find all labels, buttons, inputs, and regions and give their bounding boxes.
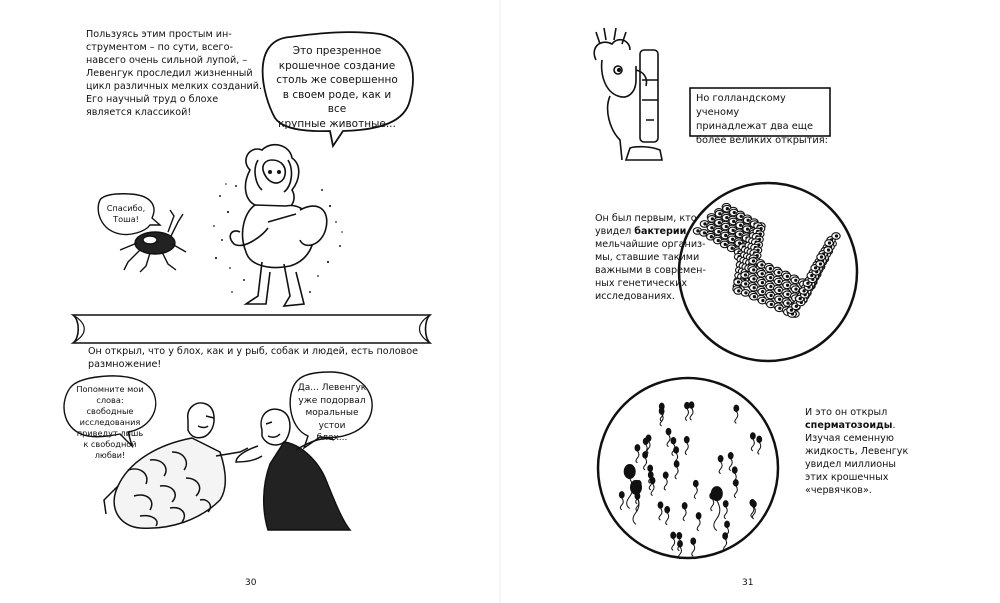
bacterium-nucleus <box>807 282 809 284</box>
banner-scroll <box>73 315 430 343</box>
creature-bubble-text: Это презренное крошечное создание столь же совершенно в своем роде, как и все крупные животные... <box>276 45 398 130</box>
bacterium-nucleus <box>733 211 735 213</box>
bacterium-nucleus <box>731 247 733 249</box>
spermatozoa-bold: сперматозоиды <box>805 420 893 431</box>
bacterium-nucleus <box>717 239 719 241</box>
bacterium-nucleus <box>753 287 755 289</box>
bacterium-nucleus <box>739 233 741 235</box>
right-man-bubble-text: Да... Левенгук уже подорвал моральные устои блох... <box>297 383 367 443</box>
bacterium-nucleus <box>762 299 764 301</box>
bacterium-nucleus <box>753 296 755 298</box>
bacterium-nucleus <box>819 263 821 265</box>
spermatozoa-circle <box>598 378 778 559</box>
bacterium-nucleus <box>787 293 789 295</box>
bacterium-nucleus <box>737 281 739 283</box>
page-number-right: 31 <box>742 578 754 588</box>
spermatozoon-head <box>677 533 682 539</box>
bacterium-nucleus <box>770 294 772 296</box>
spermatozoon-head <box>648 465 653 471</box>
spermatozoon-head <box>636 481 641 487</box>
spermatozoon-head <box>693 480 698 486</box>
bacterium-nucleus <box>795 279 797 281</box>
bacterium-nucleus <box>827 249 829 251</box>
bacterium-nucleus <box>811 274 813 276</box>
bacterium-nucleus <box>753 269 755 271</box>
spermatozoon-head <box>671 532 676 538</box>
spermatozoon-head <box>684 437 689 443</box>
bacterium-nucleus <box>835 235 837 237</box>
bacterium-nucleus <box>778 280 780 282</box>
spermatozoon-head <box>685 402 690 408</box>
spermatozoon-head <box>624 465 635 479</box>
spermatozoon-head <box>751 501 756 507</box>
right-page <box>500 0 1000 603</box>
spermatozoon-head <box>665 507 670 513</box>
right-page-illustrations <box>500 0 1000 603</box>
bacterium-nucleus <box>740 224 742 226</box>
leeuwenhoek-figure <box>230 145 327 306</box>
bacterium-nucleus <box>803 290 805 292</box>
left-man-bubble-text: Попомните мои слова: свободные исследования приведут лишь к свободной любви! <box>76 384 144 460</box>
bacterium-nucleus <box>799 298 801 300</box>
bacterium-nucleus <box>726 208 728 210</box>
bacteria-bold: бактерии <box>634 226 687 237</box>
bacterium-nucleus <box>753 278 755 280</box>
spermatozoon-head <box>659 403 664 409</box>
bacterium-nucleus <box>778 298 780 300</box>
bacterium-nucleus <box>747 219 749 221</box>
bacterium-nucleus <box>769 268 771 270</box>
bacterium-nucleus <box>726 217 728 219</box>
bacterium-nucleus <box>745 283 747 285</box>
spermatozoon-head <box>678 541 683 547</box>
bacterium-nucleus <box>770 285 772 287</box>
spermatozoon-head <box>750 433 755 439</box>
scientist-with-microscope <box>594 28 662 160</box>
bacterium-nucleus <box>733 220 735 222</box>
bacterium-nucleus <box>738 290 740 292</box>
spermatozoon-head <box>648 472 653 478</box>
spermatozoon-head <box>646 435 651 441</box>
bacterium-nucleus <box>745 292 747 294</box>
spermatozoon-head <box>691 538 696 544</box>
bacterium-nucleus <box>752 260 754 262</box>
spermatozoon-head <box>710 493 715 499</box>
bacterium-nucleus <box>762 291 764 293</box>
bacterium-nucleus <box>719 213 721 215</box>
banner-text: Он открыл, что у блох, как и у рыб, собак и людей, есть половое размножение! <box>88 346 419 370</box>
spermatozoon-head <box>674 461 679 467</box>
bacterium-nucleus <box>740 215 742 217</box>
bacterium-nucleus <box>828 242 830 244</box>
bacterium-nucleus <box>770 303 772 305</box>
bacterium-nucleus <box>725 234 727 236</box>
spermatozoon-head <box>757 436 762 442</box>
spermatozoon-head <box>732 467 737 473</box>
bacterium-nucleus <box>770 277 772 279</box>
bacterium-nucleus <box>778 289 780 291</box>
bacterium-nucleus <box>786 275 788 277</box>
bacterium-nucleus <box>795 305 797 307</box>
spermatozoon-head <box>728 452 733 458</box>
bacterium-nucleus <box>790 309 792 311</box>
spermatozoon-head <box>725 521 730 527</box>
bacterium-nucleus <box>732 238 734 240</box>
bacterium-nucleus <box>820 256 822 258</box>
bacterium-nucleus <box>795 288 797 290</box>
spermatozoon-head <box>696 513 701 519</box>
spermatozoon-head <box>723 533 728 539</box>
bacterium-nucleus <box>761 273 763 275</box>
bacterium-nucleus <box>761 264 763 266</box>
bacterium-nucleus <box>761 282 763 284</box>
bacterium-nucleus <box>778 271 780 273</box>
bacterium-nucleus <box>725 225 727 227</box>
caption-box-text: Но голландскому ученому принадлежат два еще более великих открытия: <box>696 93 828 146</box>
spermatozoon-head <box>718 455 723 461</box>
spermatozoon-head <box>643 452 648 458</box>
bacterium-nucleus <box>746 228 748 230</box>
bacterium-nucleus <box>724 243 726 245</box>
bacterium-nucleus <box>718 231 720 233</box>
spermatozoon-head <box>671 437 676 443</box>
spermatozoa-text: И это он открыл сперматозоиды. Изучая семенную жидкость, Левенгук увидел миллионы этих крошечных «червячков». <box>805 407 909 496</box>
bacterium-nucleus <box>718 222 720 224</box>
bacteria-text: Он был первым, кто увидел бактерии, мельчайшие организ- мы, ставшие такими важными в современ- ных генетических исследованиях. <box>595 213 706 302</box>
intro-text: Пользуясь этим простым ин- струментом – по сути, всего- навсего очень сильной лупой, – Левенгук проследил жизненный цикл различных мелких созданий. Его научный труд о блохе является классикой! <box>86 29 262 118</box>
spermatozoon-head <box>658 502 663 508</box>
spermatozoon-head <box>663 472 668 478</box>
bacterium-nucleus <box>779 307 781 309</box>
bacterium-nucleus <box>744 274 746 276</box>
bacterium-nucleus <box>787 302 789 304</box>
spermatozoon-head <box>666 428 671 434</box>
page-number-left: 30 <box>245 578 257 588</box>
flea-bubble-text: Спасибо, Тоша! <box>106 203 146 224</box>
spermatozoon-head <box>682 503 687 509</box>
spermatozoon-head <box>619 492 624 498</box>
spermatozoon-head <box>723 501 728 507</box>
bacterium-nucleus <box>786 284 788 286</box>
bacterium-nucleus <box>732 229 734 231</box>
spermatozoon-head <box>635 445 640 451</box>
bacterium-nucleus <box>814 267 816 269</box>
spermatozoon-head <box>734 405 739 411</box>
